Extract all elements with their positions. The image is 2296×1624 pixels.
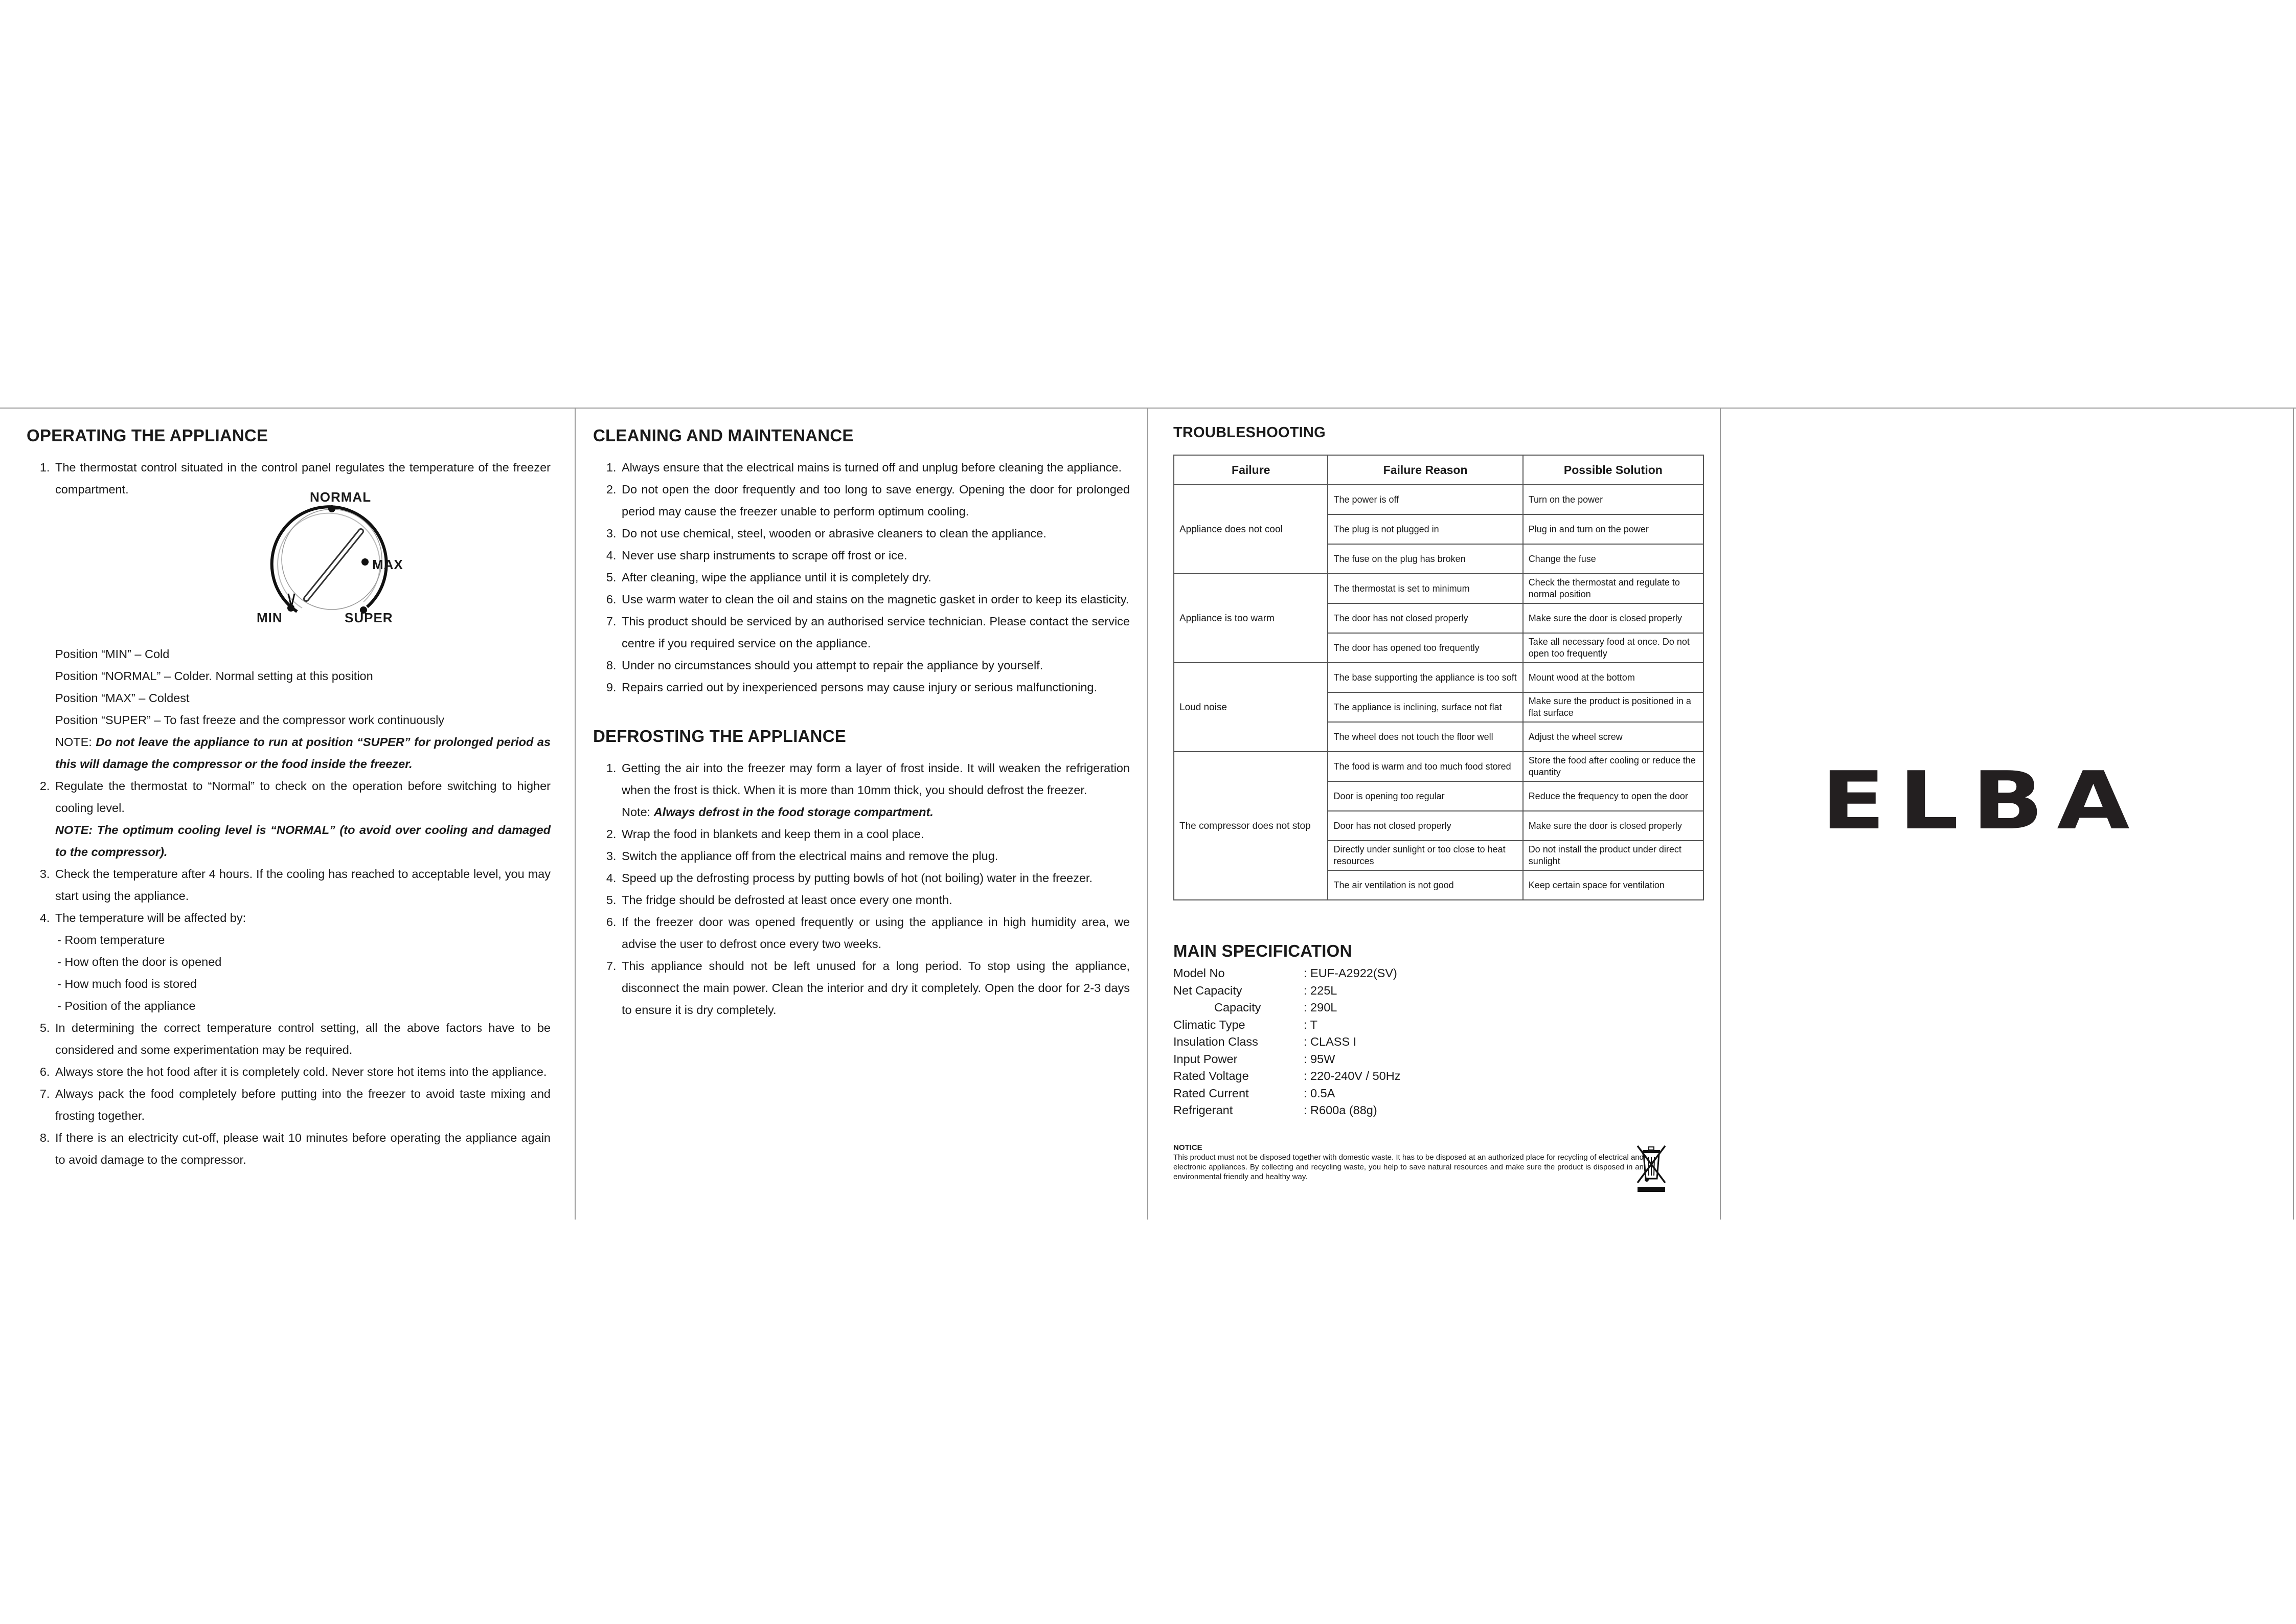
list-item: 9. Repairs carried out by inexperienced persons may cause injury or serious malfunctioning. bbox=[620, 676, 1130, 698]
operating-item-8: 8. If there is an electricity cut-off, please wait 10 minutes before operating the appliance again to avoid damage to the compressor. bbox=[53, 1127, 551, 1171]
spec-row: Input Power : 95W bbox=[1173, 1052, 1335, 1066]
dial-label-max: MAX bbox=[372, 557, 403, 572]
reason-cell: Door has not closed properly bbox=[1328, 811, 1522, 841]
position-line-max: Position “MAX” – Coldest bbox=[55, 691, 190, 705]
reason-cell: The wheel does not touch the floor well bbox=[1328, 722, 1522, 752]
table-row bbox=[1174, 485, 1703, 514]
solution-cell: Store the food after cooling or reduce the quantity bbox=[1523, 752, 1703, 781]
operating-item-4: 4. The temperature will be affected by: - Room temperature - How often the door is opened - How much food is stored - Position of the appliance bbox=[53, 907, 551, 1017]
defrosting-heading: DEFROSTING THE APPLIANCE bbox=[593, 727, 846, 746]
solution-cell: Turn on the power bbox=[1523, 485, 1703, 514]
spec-row: Refrigerant : R600a (88g) bbox=[1173, 1103, 1377, 1117]
list-item: 3. Do not use chemical, steel, wooden or abrasive cleaners to clean the appliance. bbox=[620, 523, 1130, 545]
solution-cell: Keep certain space for ventilation bbox=[1523, 870, 1703, 900]
reason-cell: Directly under sunlight or too close to heat resources bbox=[1328, 841, 1522, 870]
list-item: - How much food is stored bbox=[55, 973, 551, 995]
list-item: - Room temperature bbox=[55, 929, 551, 951]
cleaning-heading: CLEANING AND MAINTENANCE bbox=[593, 426, 854, 445]
troubleshooting-table bbox=[1173, 455, 1704, 900]
operating-list bbox=[27, 457, 551, 1171]
reason-cell: The fuse on the plug has broken bbox=[1328, 544, 1522, 574]
fold-line-2 bbox=[1147, 408, 1148, 1220]
list-item: 7. This appliance should not be left unused for a long period. To stop using the appliance, disconnect the main power. Clean the interior and dry it completely. Open the door for 2-3 days to ensure it is dry completely. bbox=[620, 955, 1130, 1021]
list-item: 4. Never use sharp instruments to scrape off frost or ice. bbox=[620, 545, 1130, 567]
dial-label-normal: NORMAL bbox=[310, 489, 372, 505]
thermostat-dial-diagram bbox=[257, 489, 433, 632]
list-item: 8. Under no circumstances should you attempt to repair the appliance by yourself. bbox=[620, 655, 1130, 676]
solution-cell: Make sure the door is closed properly bbox=[1523, 603, 1703, 633]
list-item: 2. Wrap the food in blankets and keep them in a cool place. bbox=[620, 823, 1130, 845]
operating-section bbox=[27, 424, 551, 1171]
operating-item-1: 1. The thermostat control situated in the control panel regulates the temperature of the freezer compartment. NORMAL MAX MIN SUPER Position “MIN” – Cold Position “NORMAL” – Colder. Normal setting at this position Position “MAX” – Coldest Position “SUPER” – To fast freeze and the compressor work continuously NOTE: Do not leave the appliance to run at position “SUPER” for prolonged period as this will damage the compressor or the food inside the freezer. bbox=[53, 457, 551, 775]
list-item: 2. Do not open the door frequently and too long to save energy. Opening the door for prolonged period may cause the freezer unable to perform optimum cooling. bbox=[620, 479, 1130, 523]
list-item: 5. The fridge should be defrosted at least once every one month. bbox=[620, 889, 1130, 911]
specification-block bbox=[1173, 941, 1702, 1119]
list-item: 6. If the freezer door was opened frequently or using the appliance in high humidity area, we advise the user to defrost once every two weeks. bbox=[620, 911, 1130, 955]
reason-cell: The base supporting the appliance is too soft bbox=[1328, 663, 1522, 692]
solution-cell: Make sure the door is closed properly bbox=[1523, 811, 1703, 841]
reason-cell: The air ventilation is not good bbox=[1328, 870, 1522, 900]
list-item: 5. After cleaning, wipe the appliance until it is completely dry. bbox=[620, 567, 1130, 589]
position-line-normal: Position “NORMAL” – Colder. Normal setting at this position bbox=[55, 669, 373, 683]
specification-heading: MAIN SPECIFICATION bbox=[1173, 941, 1352, 960]
solution-cell: Adjust the wheel screw bbox=[1523, 722, 1703, 752]
notice-title: NOTICE bbox=[1173, 1143, 1202, 1152]
weee-crossed-bin-icon bbox=[1633, 1143, 1669, 1194]
reason-cell: The power is off bbox=[1328, 485, 1522, 514]
table-row bbox=[1174, 752, 1703, 781]
solution-cell: Take all necessary food at once. Do not open too frequently bbox=[1523, 633, 1703, 663]
spec-row: Net Capacity : 225L bbox=[1173, 983, 1337, 997]
maintenance-section bbox=[593, 424, 1130, 1021]
cleaning-list bbox=[593, 457, 1130, 698]
table-row bbox=[1174, 574, 1703, 603]
spec-row: Rated Current : 0.5A bbox=[1173, 1086, 1335, 1100]
solution-cell: Plug in and turn on the power bbox=[1523, 514, 1703, 544]
solution-cell: Check the thermostat and regulate to normal position bbox=[1523, 574, 1703, 603]
reason-cell: The door has opened too frequently bbox=[1328, 633, 1522, 663]
solution-cell: Make sure the product is positioned in a flat surface bbox=[1523, 692, 1703, 722]
troubleshooting-heading: TROUBLESHOOTING bbox=[1173, 424, 1326, 441]
spec-row: Capacity : 290L bbox=[1214, 1001, 1337, 1014]
spec-row: Rated Voltage : 220-240V / 50Hz bbox=[1173, 1069, 1401, 1082]
column-header: Possible Solution bbox=[1523, 455, 1703, 485]
column-header: Failure Reason bbox=[1328, 455, 1522, 485]
position-line-min: Position “MIN” – Cold bbox=[55, 647, 170, 661]
list-item: - Position of the appliance bbox=[55, 995, 551, 1017]
failure-cell: The compressor does not stop bbox=[1174, 752, 1328, 900]
dial-label-min: MIN bbox=[257, 610, 283, 625]
brand-logo: ELBA bbox=[1821, 754, 2143, 847]
operating-item-3: 3. Check the temperature after 4 hours. If the cooling has reached to acceptable level, you may start using the appliance. bbox=[53, 863, 551, 907]
list-item: 1. Getting the air into the freezer may form a layer of frost inside. It will weaken the refrigeration when the frost is thick. When it is more than 10mm thick, you should defrost the freezer. Note: Always defrost in the food storage compartment. bbox=[620, 757, 1130, 823]
fold-line-1 bbox=[575, 408, 576, 1220]
optimum-level-note: NOTE: The optimum cooling level is “NORMAL” (to avoid over cooling and damaged to the compressor). bbox=[55, 823, 551, 859]
operating-item-2: 2. Regulate the thermostat to “Normal” to check on the operation before switching to higher cooling level. NOTE: The optimum cooling level is “NORMAL” (to avoid over cooling and damaged to the compressor). bbox=[53, 775, 551, 863]
super-warning-note: NOTE: Do not leave the appliance to run at position “SUPER” for prolonged period as this will damage the compressor or the food inside the freezer. bbox=[55, 735, 551, 771]
spec-row: Insulation Class : CLASS I bbox=[1173, 1035, 1357, 1048]
column-header: Failure bbox=[1174, 455, 1328, 485]
reason-cell: The door has not closed properly bbox=[1328, 603, 1522, 633]
failure-cell: Loud noise bbox=[1174, 663, 1328, 752]
spec-row: Model No : EUF-A2922(SV) bbox=[1173, 966, 1397, 980]
fold-line-4 bbox=[2293, 408, 2294, 1220]
failure-cell: Appliance is too warm bbox=[1174, 574, 1328, 663]
fold-line-3 bbox=[1720, 408, 1721, 1220]
defrost-note: Note: Always defrost in the food storage compartment. bbox=[622, 805, 934, 819]
operating-heading: OPERATING THE APPLIANCE bbox=[27, 426, 268, 445]
defrosting-list bbox=[593, 757, 1130, 1021]
reason-cell: The plug is not plugged in bbox=[1328, 514, 1522, 544]
reason-cell: The food is warm and too much food stored bbox=[1328, 752, 1522, 781]
operating-item-7: 7. Always pack the food completely before putting into the freezer to avoid taste mixing and frosting together. bbox=[53, 1083, 551, 1127]
failure-cell: Appliance does not cool bbox=[1174, 485, 1328, 574]
list-item: 7. This product should be serviced by an authorised service technician. Please contact the service centre if you required service on the appliance. bbox=[620, 611, 1130, 655]
operating-item-5: 5. In determining the correct temperature control setting, all the above factors have to be considered and some experimentation may be required. bbox=[53, 1017, 551, 1061]
list-item: 3. Switch the appliance off from the electrical mains and remove the plug. bbox=[620, 845, 1130, 867]
list-item: 1. Always ensure that the electrical mains is turned off and unplug before cleaning the appliance. bbox=[620, 457, 1130, 479]
table-header-row bbox=[1174, 455, 1703, 485]
operating-item-6: 6. Always store the hot food after it is completely cold. Never store hot items into the appliance. bbox=[53, 1061, 551, 1083]
list-item: - How often the door is opened bbox=[55, 951, 551, 973]
list-item: 4. Speed up the defrosting process by putting bowls of hot (not boiling) water in the freezer. bbox=[620, 867, 1130, 889]
table-row bbox=[1174, 663, 1703, 692]
solution-cell: Change the fuse bbox=[1523, 544, 1703, 574]
solution-cell: Reduce the frequency to open the door bbox=[1523, 781, 1703, 811]
notice-text: This product must not be disposed together with domestic waste. It has to be disposed at an authorized place for recycling of electrical and electronic appliances. By collecting and recycling waste, you help to save natural resources and make sure the product is disposed in an environmental friendly and healthy way. bbox=[1173, 1153, 1644, 1181]
reason-cell: Door is opening too regular bbox=[1328, 781, 1522, 811]
list-item: 6. Use warm water to clean the oil and stains on the magnetic gasket in order to keep its elasticity. bbox=[620, 589, 1130, 611]
dial-label-super: SUPER bbox=[345, 610, 393, 625]
solution-cell: Do not install the product under direct sunlight bbox=[1523, 841, 1703, 870]
reason-cell: The appliance is inclining, surface not flat bbox=[1328, 692, 1522, 722]
spec-row: Climatic Type : T bbox=[1173, 1018, 1317, 1031]
position-line-super: Position “SUPER” – To fast freeze and the compressor work continuously bbox=[55, 713, 445, 727]
reason-cell: The thermostat is set to minimum bbox=[1328, 574, 1522, 603]
troubleshooting-section bbox=[1173, 424, 1702, 1207]
solution-cell: Mount wood at the bottom bbox=[1523, 663, 1703, 692]
factor-list bbox=[55, 929, 551, 1017]
disposal-notice bbox=[1173, 1143, 1644, 1182]
